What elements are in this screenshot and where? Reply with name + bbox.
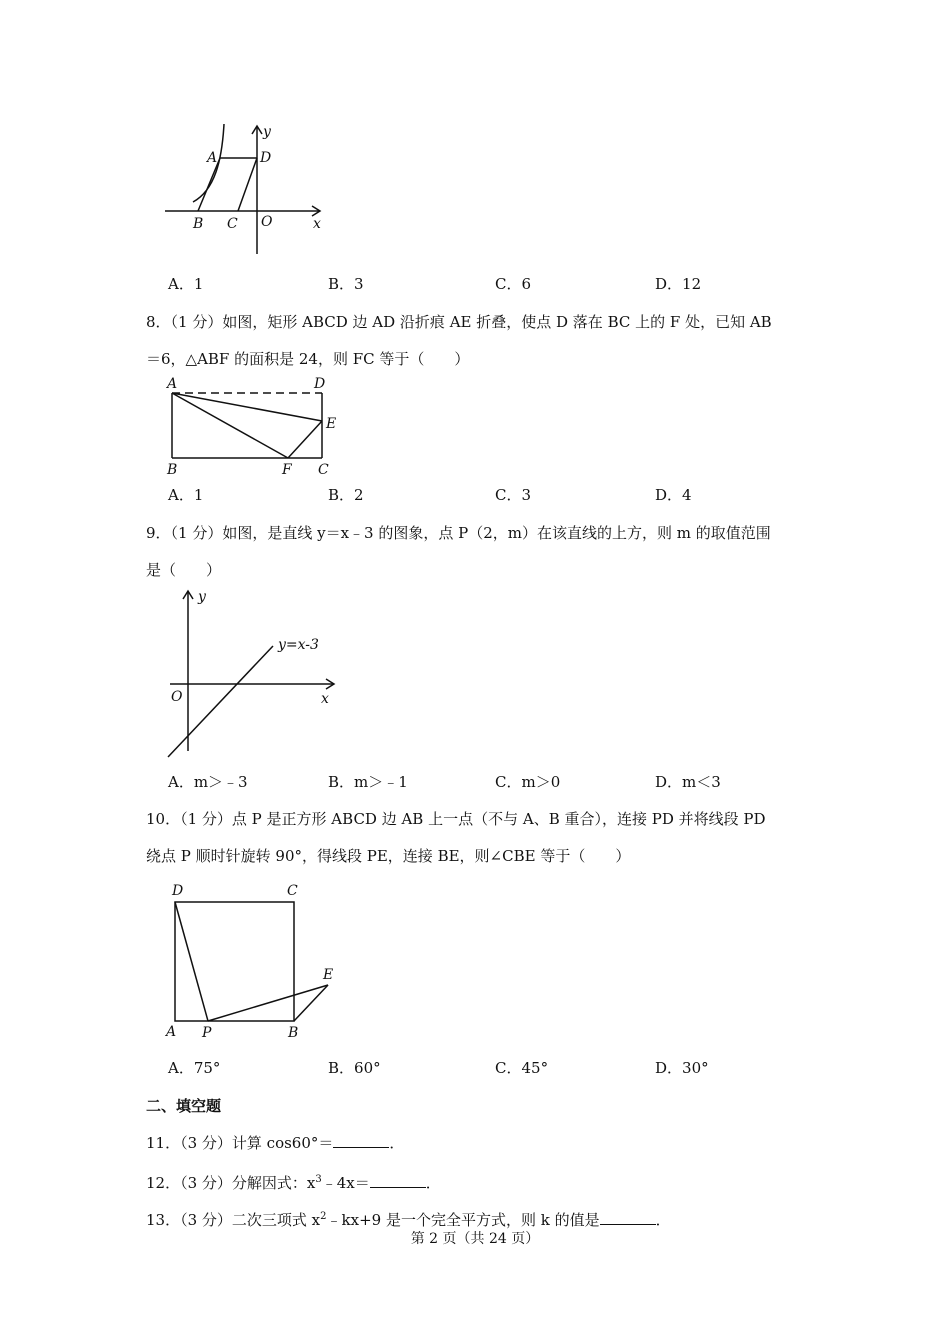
q7-option-d: D．12 [655, 275, 702, 293]
q10-label-E: E [323, 967, 334, 983]
q8-score: （1 分） [170, 313, 223, 331]
q8-label-A: A [167, 376, 178, 392]
q9-label-y: y [198, 589, 206, 605]
q10-options [168, 1058, 888, 1078]
q10-text-2: 绕点 P 顺时针旋转 90°，得线段 PE，连接 BE，则∠CBE 等于（ ） [146, 847, 631, 865]
q10-question-line2 [146, 846, 630, 866]
q11-question [146, 1133, 404, 1153]
q9-option-c: C．m＞0 [495, 773, 561, 791]
q9-line-graph [168, 646, 273, 757]
q9-option-b: B．m＞﹣1 [328, 773, 408, 791]
q8-label-B: B [167, 462, 178, 478]
q10-option-d: D．30° [655, 1059, 709, 1077]
q8-text-1: 如图，矩形 ABCD 边 AD 沿折痕 AE 折叠，使点 D 落在 BC 上的 F 处，已知 AB [222, 313, 772, 331]
q8-question-line2 [146, 349, 469, 369]
q9-question-line2 [146, 560, 221, 580]
q12-sup: 3 [315, 1174, 322, 1185]
q7-seg-DC [238, 158, 257, 211]
q8-label-E: E [326, 416, 337, 432]
q7-label-A: A [207, 150, 218, 166]
q9-question-line1 [146, 523, 771, 543]
q10-label-A: A [166, 1024, 177, 1040]
q10-question-line1 [146, 809, 766, 829]
q8-option-c: C．3 [495, 486, 532, 504]
q13-text: 13．（3 分）二次三项式 x [146, 1211, 321, 1229]
q7-option-b: B．3 [328, 275, 364, 293]
q9-text-2: 是（ ） [146, 561, 222, 579]
q9-option-d: D．m＜3 [655, 773, 721, 791]
q11-text: 11．（3 分）计算 cos60°＝ [146, 1134, 334, 1152]
q11-answer-blank[interactable] [333, 1133, 389, 1148]
q7-options [168, 274, 888, 294]
q8-option-d: D．4 [655, 486, 692, 504]
q8-seg-AF [172, 393, 288, 458]
q7-figure [160, 120, 340, 260]
q10-figure [160, 878, 360, 1048]
q10-seg-DP [175, 902, 208, 1021]
q10-label-D: D [172, 883, 184, 899]
q7-label-D: D [260, 150, 272, 166]
q9-label-x: x [321, 691, 329, 707]
q8-option-a: A．1 [168, 486, 204, 504]
q13-rest: ﹣kx+9 是一个完全平方式，则 k 的值是 [326, 1211, 600, 1229]
q8-option-b: B．2 [328, 486, 364, 504]
q13-end: ． [655, 1211, 671, 1229]
q9-option-a: A．m＞﹣3 [168, 773, 248, 791]
q10-option-a: A．75° [168, 1059, 221, 1077]
q8-label-C: C [318, 462, 329, 478]
q8-label-D: D [314, 376, 326, 392]
q10-number: 10． [146, 810, 181, 828]
q8-figure [160, 372, 350, 482]
q7-label-y: y [263, 124, 271, 140]
q9-label-O: O [171, 689, 183, 705]
q7-label-C: C [227, 216, 238, 232]
q10-label-P: P [202, 1025, 212, 1041]
q10-square-ABCD [175, 902, 294, 1021]
q8-question-line1 [146, 312, 772, 332]
q8-number: 8． [146, 313, 171, 331]
q8-seg-FE [288, 421, 322, 458]
q10-option-b: B．60° [328, 1059, 381, 1077]
q7-option-c: C．6 [495, 275, 532, 293]
q10-label-C: C [287, 883, 298, 899]
q8-label-F: F [282, 462, 292, 478]
q9-score: （1 分） [170, 524, 223, 542]
q13-answer-blank[interactable] [600, 1210, 656, 1225]
q9-options [168, 772, 888, 792]
q9-number: 9． [146, 524, 171, 542]
q8-text-2: ＝6，△ABF 的面积是 24，则 FC 等于（ ） [146, 350, 470, 368]
q12-end: ． [425, 1174, 441, 1192]
q9-figure [160, 585, 350, 765]
q10-text-1: 点 P 是正方形 ABCD 边 AB 上一点（不与 A、B 重合），连接 PD 并将线段 PD [231, 810, 766, 828]
q12-text: 12．（3 分）分解因式：x [146, 1174, 316, 1192]
q12-rest: ﹣4x＝ [321, 1174, 370, 1192]
q13-sup: 2 [320, 1211, 327, 1222]
q9-label-line: y=x-3 [278, 637, 319, 653]
q7-option-a: A．1 [168, 275, 204, 293]
q8-options [168, 485, 888, 505]
q9-text-1: 如图，是直线 y＝x﹣3 的图象，点 P（2，m）在该直线的上方，则 m 的取值范围 [222, 524, 771, 542]
q11-end: ． [389, 1134, 405, 1152]
q12-question [146, 1170, 441, 1193]
q10-score: （1 分） [180, 810, 232, 828]
q13-question [146, 1207, 671, 1230]
section-heading-fill-in: 二、填空题 [146, 1097, 222, 1115]
q12-answer-blank[interactable] [370, 1173, 426, 1188]
q10-label-B: B [288, 1025, 299, 1041]
q7-label-B: B [193, 216, 204, 232]
q7-label-O: O [261, 214, 273, 230]
q8-seg-AE [172, 393, 322, 421]
page-footer: 第 2 页（共 24 页） [410, 1231, 540, 1247]
q7-label-x: x [313, 216, 321, 232]
q10-option-c: C．45° [495, 1059, 549, 1077]
